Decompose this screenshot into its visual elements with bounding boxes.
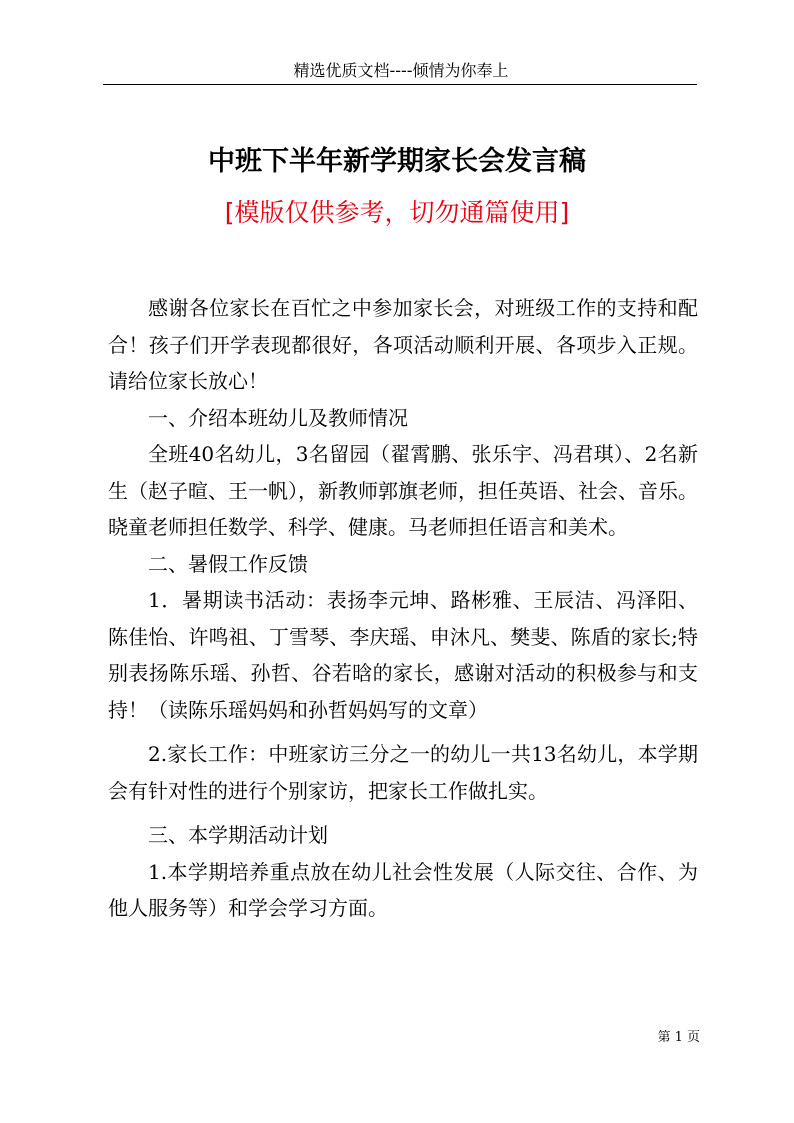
section-heading-1: 一、介绍本班幼儿及教师情况 [148,405,408,430]
paragraph-class-info: 全班40名幼儿，3名留园（翟霄鹏、张乐宇、冯君琪）、2名新生（赵子暄、王一帆），新教师郭旗老师，担任英语、社会、音乐。晓童老师担任数学、科学、健康。马老师担任语言和美术。 [108,442,698,539]
paragraph-parent-work: 2.家长工作：中班家访三分之一的幼儿一共13名幼儿，本学期会有针对性的进行个别家访，把家长工作做扎实。 [108,742,698,803]
document-body [108,290,698,927]
paragraph-reading-activity: 1．暑期读书活动：表扬李元坤、路彬雅、王辰洁、冯泽阳、陈佳怡、许鸣祖、丁雪琴、李庆瑶、申沐凡、樊斐、陈盾的家长;特别表扬陈乐瑶、孙哲、谷若晗的家长，感谢对活动的积极参与和支持！（读陈乐瑶妈妈和孙哲妈妈写的文章） [108,588,698,722]
paragraph-activity-plan: 1.本学期培养重点放在幼儿社会性发展（人际交往、合作、为他人服务等）和学会学习方面。 [108,859,698,920]
paragraph-intro: 感谢各位家长在百忙之中参加家长会，对班级工作的支持和配合！孩子们开学表现都很好，各项活动顺利开展、各项步入正规。请给位家长放心！ [108,296,698,393]
document-title: 中班下半年新学期家长会发言稿 [208,146,586,177]
section-heading-2: 二、暑假工作反馈 [148,551,308,576]
section-heading-3: 三、本学期活动计划 [148,823,328,847]
page-number: 第 1 页 [657,1030,700,1045]
document-subtitle: [模版仅供参考，切勿通篇使用] [224,198,570,227]
page-header: 精选优质文档----倾情为你奉上 [293,61,509,80]
header-divider [103,84,697,85]
